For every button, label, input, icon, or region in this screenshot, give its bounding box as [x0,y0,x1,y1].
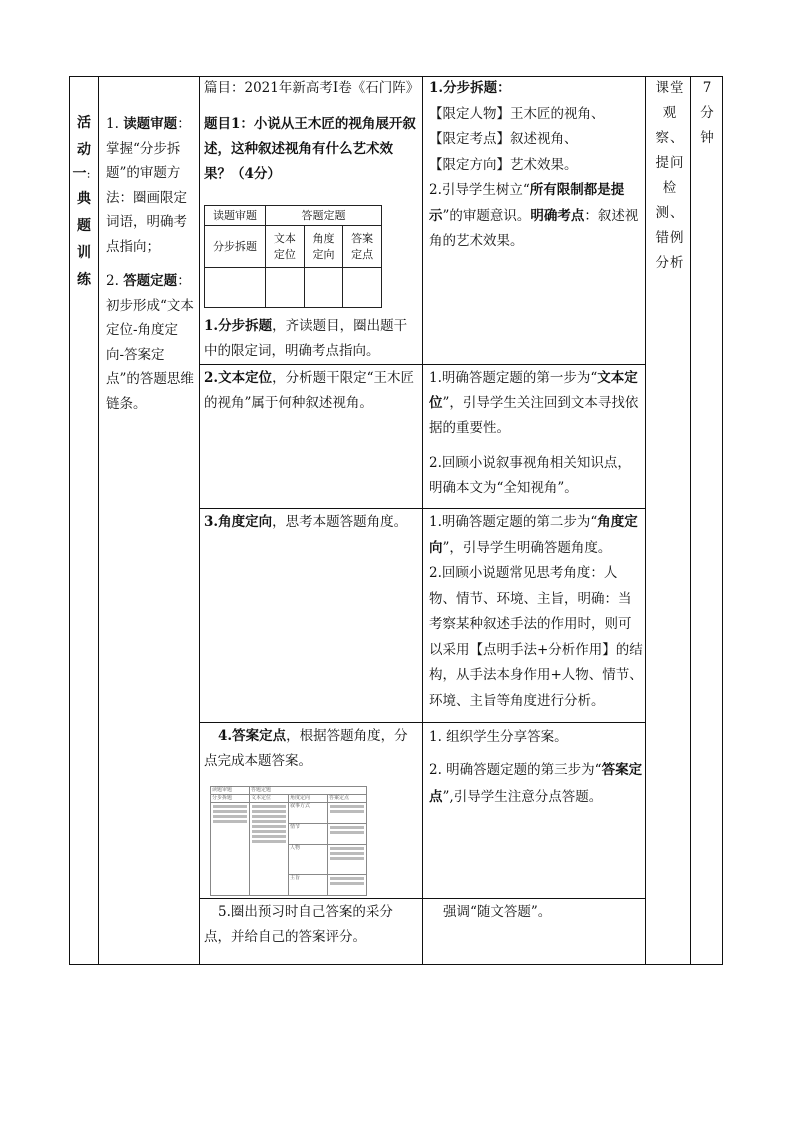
objective-1: 1. 读题审题：掌握“分步拆题”的审题方法：圈画限定词语，明确考点指向； [106,116,191,255]
img-cell [211,803,250,896]
img-header: 答题定题 [250,787,367,795]
row-divider-3 [199,722,646,723]
activity-char: 训 [77,245,91,261]
img-row-label: 人物 [289,845,328,874]
row2-guidance-2: 2.回顾小说叙事视角相关知识点，明确本文为“全知视角”。 [429,455,631,496]
img-cell [250,803,289,896]
img-subheader: 分步拆题 [211,795,250,803]
img-cell [328,824,367,845]
step-5-text: 5.圈出预习时自己答案的采分点，并给自己的答案评分。 [204,904,393,945]
img-row-label: 叙事方式 [289,803,328,824]
col-divider-4 [645,76,646,965]
activity-char: 练 [77,272,91,288]
mini-empty [205,268,266,308]
row3-guidance [429,510,643,714]
objectives [106,112,196,416]
img-cell [328,803,367,824]
table-border-bottom [69,964,723,965]
row4-guidance-2: 2. 明确答题定题的第三步为“答案定点”,引导学生注意分点答题。 [429,762,643,805]
step-1-text: 1.分步拆题，齐读题目，圈出题干中的限定词，明确考点指向。 [204,318,408,359]
activity-char: 典 [77,191,91,207]
img-header: 读题审题 [211,787,250,795]
mini-cell-split: 分步拆题 [205,226,266,268]
row2-guidance [429,366,643,501]
activity-char: 活 [77,115,91,131]
mini-header-read: 读题审题 [205,206,266,226]
col-divider-5 [690,76,691,965]
mini-cell-text: 文本定位 [266,226,305,268]
limit-point: 【限定考点】叙述视角、 [429,131,578,147]
passage-title: 篇目：2021年新高考Ⅰ卷《石门阵》 [204,80,420,96]
col-divider-2 [199,76,200,965]
row2-guidance-1: 1.明确答题定题的第一步为“文本定位”，引导学生关注回到文本寻找依据的重要性。 [429,370,639,436]
img-subheader: 答案定点 [328,795,367,803]
activity-char: 一： [72,166,96,182]
question-text: 题目1：小说从王木匠的视角展开叙述，这种叙述视角有什么艺术效果？（4分） [204,116,416,182]
activity-char: 题 [77,218,91,234]
row5-guidance: 强调“随文答题”。 [443,904,552,920]
limit-person: 【限定人物】王木匠的视角、 [429,105,605,122]
mini-empty [266,268,305,308]
objective-2: 2. 答题定题：初步形成“文本定位-角度定向-答案定点”的答题思维链条。 [106,273,194,412]
mini-empty [343,268,382,308]
answer-sample-image [210,786,367,896]
mini-empty [304,268,343,308]
img-cell [328,845,367,874]
table-border-right [722,76,723,965]
guidance-heading: 1.分步拆题： [429,80,511,96]
mini-cell-point: 答案定点 [343,226,382,268]
row1-guidance [429,76,643,255]
col-divider-1 [98,76,99,965]
img-cell [328,874,367,895]
col-divider-3 [422,76,423,965]
row-divider-4 [199,898,646,899]
step-2-text: 2.文本定位，分析题干限定“王木匠的视角”属于何种叙述视角。 [204,370,414,411]
guidance-2: 2.引导学生树立“所有限制都是提示”的审题意识。明确考点：叙述视角的艺术效果。 [429,182,639,249]
evaluation-method: 课堂观察、提问检测、错例分析 [655,80,685,271]
limit-direction: 【限定方向】艺术效果。 [429,156,578,173]
mini-cell-angle: 角度定向 [304,226,343,268]
activity-label [70,110,98,294]
step-3-text: 3.角度定向，思考本题答题角度。 [204,514,408,530]
img-subheader: 角度定向 [289,795,328,803]
analysis-mini-table [204,205,382,308]
row4-guidance-1: 1. 组织学生分享答案。 [429,729,568,745]
duration: 7分钟 [700,80,714,146]
img-row-label: 情节 [289,824,328,845]
row4-guidance [429,724,643,811]
row3-guidance-2: 2.回顾小说题常见思考角度：人物、情节、环境、主旨，明确：当考察某种叙述手法的作用时，则可以采用【点明手法+分析作用】的结构，从手法本身作用+人物、情节、环境、主旨等角度进行分析。 [429,565,643,709]
row3-guidance-1: 1.明确答题定题的第二步为“角度定向”，引导学生明确答题角度。 [429,514,638,556]
img-subheader: 文本定位 [250,795,289,803]
row-divider-2 [199,508,646,509]
step-4-text: 4.答案定点，根据答题角度，分点完成本题答案。 [204,728,408,769]
mini-header-answer: 答题定题 [266,206,382,226]
activity-char: 动 [77,142,91,158]
img-row-label: 主旨 [289,874,328,895]
row-divider-1 [199,364,646,365]
